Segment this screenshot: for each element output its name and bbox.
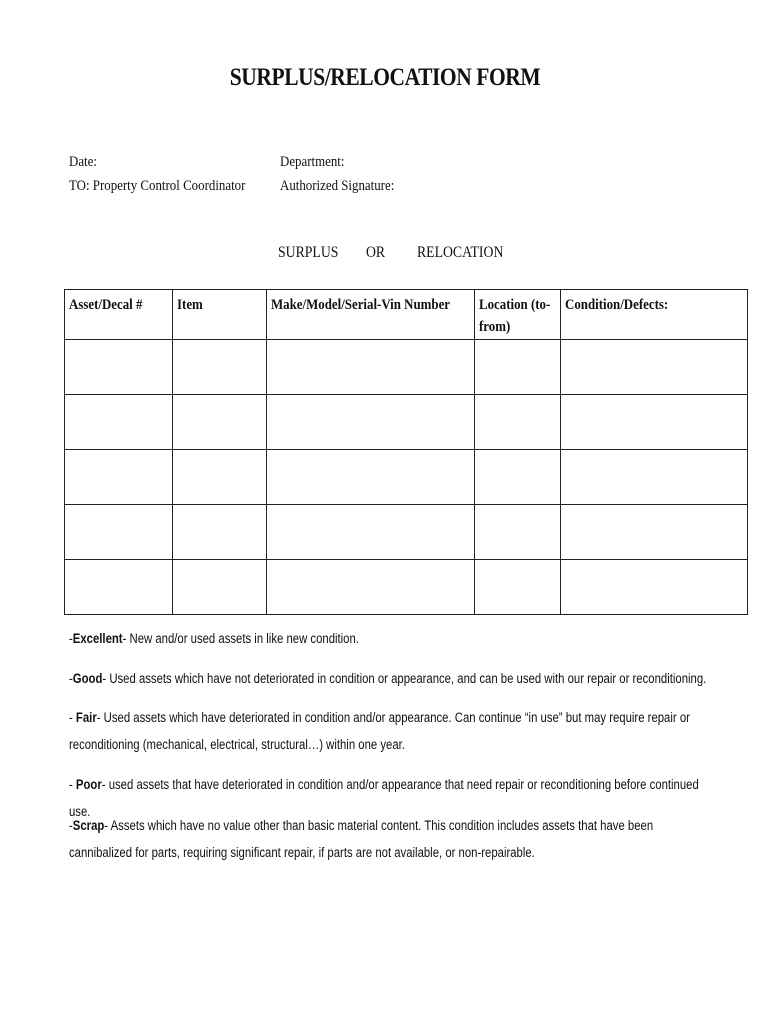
col-condition-defects: Condition/Defects: bbox=[561, 290, 748, 340]
form-title: SURPLUS/RELOCATION FORM bbox=[229, 64, 541, 91]
table-cell[interactable] bbox=[65, 340, 173, 395]
col-asset-decal: Asset/Decal # bbox=[65, 290, 173, 340]
relocation-option[interactable]: RELOCATION bbox=[417, 244, 504, 261]
table-cell[interactable] bbox=[475, 395, 561, 450]
table-row bbox=[65, 395, 748, 450]
table-cell[interactable] bbox=[267, 340, 475, 395]
surplus-option[interactable]: SURPLUS bbox=[278, 244, 339, 261]
condition-fair: - Fair- Used assets which have deteriorated in condition and/or appearance. Can continue “in use” but may require repair or reconditioning (mechanical, electrical, structural…) within one year. bbox=[69, 710, 690, 752]
table-cell[interactable] bbox=[65, 560, 173, 615]
table-cell[interactable] bbox=[173, 560, 267, 615]
table-cell[interactable] bbox=[267, 505, 475, 560]
table-cell[interactable] bbox=[65, 450, 173, 505]
table-cell[interactable] bbox=[65, 505, 173, 560]
table-cell[interactable] bbox=[65, 395, 173, 450]
condition-good: -Good- Used assets which have not deteriorated in condition or appearance, and can be used with our repair or reconditioning. bbox=[69, 671, 707, 686]
table-cell[interactable] bbox=[561, 505, 748, 560]
table-cell[interactable] bbox=[561, 450, 748, 505]
to-label: TO: Property Control Coordinator bbox=[69, 178, 246, 194]
table-cell[interactable] bbox=[267, 395, 475, 450]
table-cell[interactable] bbox=[475, 560, 561, 615]
date-label: Date: bbox=[69, 154, 97, 170]
table-row bbox=[65, 340, 748, 395]
condition-scrap: -Scrap- Assets which have no value other than basic material content. This condition includes assets that have been cannibalized for parts, requiring significant repair, if parts are not available, or non-repairable. bbox=[69, 818, 654, 860]
condition-excellent: -Excellent- New and/or used assets in like new condition. bbox=[69, 631, 359, 646]
table-cell[interactable] bbox=[173, 450, 267, 505]
col-location: Location (to-from) bbox=[475, 290, 561, 340]
department-label: Department: bbox=[280, 154, 345, 170]
table-cell[interactable] bbox=[475, 505, 561, 560]
table-cell[interactable] bbox=[561, 340, 748, 395]
asset-table bbox=[64, 289, 748, 615]
col-item: Item bbox=[173, 290, 267, 340]
table-cell[interactable] bbox=[267, 450, 475, 505]
table-cell[interactable] bbox=[475, 450, 561, 505]
table-row bbox=[65, 505, 748, 560]
table-row bbox=[65, 560, 748, 615]
authorized-signature-label: Authorized Signature: bbox=[280, 178, 395, 194]
table-cell[interactable] bbox=[173, 340, 267, 395]
or-label: OR bbox=[366, 244, 386, 261]
table-header-row bbox=[65, 290, 748, 340]
table-row bbox=[65, 450, 748, 505]
table-cell[interactable] bbox=[173, 395, 267, 450]
col-make-model-serial: Make/Model/Serial-Vin Number bbox=[267, 290, 475, 340]
table-cell[interactable] bbox=[561, 395, 748, 450]
table-cell[interactable] bbox=[561, 560, 748, 615]
table-cell[interactable] bbox=[173, 505, 267, 560]
condition-poor: - Poor- used assets that have deteriorated in condition and/or appearance that need repair or reconditioning before continued use. bbox=[69, 777, 699, 819]
table-cell[interactable] bbox=[267, 560, 475, 615]
table-cell[interactable] bbox=[475, 340, 561, 395]
